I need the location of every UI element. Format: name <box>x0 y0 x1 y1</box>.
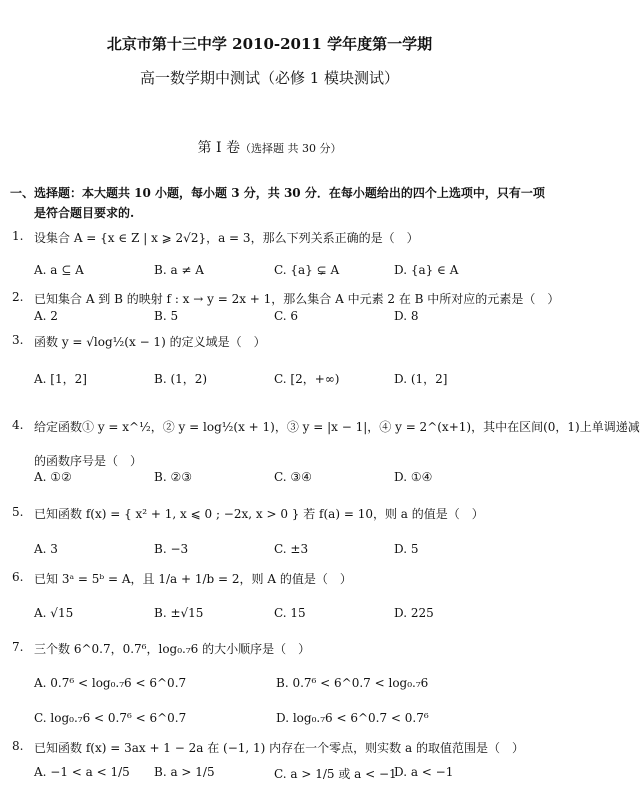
page-title: 北京市第十三中学 2010-2011 学年度第一学期 <box>106 35 433 53</box>
question-text-continued: 的函数序号是（ ） <box>34 454 143 468</box>
volume-heading <box>0 137 539 157</box>
option-b: B. 0.7⁶ < 6^0.7 < log₀.₇6 <box>276 676 429 690</box>
option-c: C. ±3 <box>274 542 309 556</box>
question-text: 设集合 A = {x ∈ Z | x ⩾ 2√2}，a = 3，那么下列关系正确的是（ ） <box>34 231 419 245</box>
option-a: A. ①② <box>34 470 72 484</box>
option-a: A. a ⊆ A <box>34 263 84 277</box>
option-a: A. [1，2] <box>34 372 87 386</box>
question-text: 给定函数① y = x^½，② y = log½(x + 1)，③ y = |x − 1|，④ y = 2^(x+1)，其中在区间(0，1)上单调递减 <box>34 420 640 434</box>
option-b: B. −3 <box>154 542 189 556</box>
question-number: 1. <box>12 229 24 243</box>
option-d: D. 8 <box>394 309 419 323</box>
option-c: C. 15 <box>274 606 306 620</box>
option-a: A. −1 < a < 1/5 <box>34 765 130 779</box>
volume-label: 第 I 卷 <box>197 140 240 156</box>
option-b: B. (1，2) <box>154 372 208 386</box>
option-d: D. 5 <box>394 542 419 556</box>
question-number: 7. <box>12 640 24 654</box>
option-d: D. a < −1 <box>394 765 454 779</box>
question-text: 已知 3ᵃ = 5ᵇ = A，且 1/a + 1/b = 2，则 A 的值是（ ） <box>34 572 352 586</box>
volume-note: （选择题 共 30 分） <box>239 142 342 155</box>
option-a: A. 2 <box>34 309 58 323</box>
question-text: 已知集合 A 到 B 的映射 f : x → y = 2x + 1，那么集合 A 中元素 2 在 B 中所对应的元素是（ ） <box>34 292 560 306</box>
option-b: B. ②③ <box>154 470 192 484</box>
question-number: 4. <box>12 418 24 432</box>
option-a: A. 3 <box>34 542 58 556</box>
option-c: C. ③④ <box>274 470 312 484</box>
option-d: D. {a} ∈ A <box>394 263 459 277</box>
question-number: 5. <box>12 505 24 519</box>
option-b: B. a ≠ A <box>154 263 204 277</box>
question-text: 三个数 6^0.7，0.7⁶，log₀.₇6 的大小顺序是（ ） <box>34 642 311 656</box>
option-d: D. 225 <box>394 606 434 620</box>
section-instructions-line1: 一、选择题：本大题共 10 小题，每小题 3 分，共 30 分．在每小题给出的四个上选项中，只有一项 <box>10 186 545 200</box>
option-c: C. {a} ⊊ A <box>274 263 340 277</box>
option-a: A. 0.7⁶ < log₀.₇6 < 6^0.7 <box>34 676 187 690</box>
question-number: 3. <box>12 333 24 347</box>
option-c: C. a > 1/5 或 a < −1 <box>274 767 397 781</box>
question-text: 已知函数 f(x) = 3ax + 1 − 2a 在 (−1, 1) 内存在一个零点，则实数 a 的取值范围是（ ） <box>34 741 524 755</box>
question-number: 2. <box>12 290 24 304</box>
option-b: B. 5 <box>154 309 179 323</box>
option-c: C. [2，+∞) <box>274 372 340 386</box>
question-number: 8. <box>12 739 24 753</box>
option-b: B. a > 1/5 <box>154 765 215 779</box>
option-c: C. 6 <box>274 309 299 323</box>
option-d: D. log₀.₇6 < 6^0.7 < 0.7⁶ <box>276 711 429 725</box>
option-d: D. (1，2] <box>394 372 448 386</box>
section-instructions-line2: 是符合题目要求的. <box>34 206 135 220</box>
option-a: A. √15 <box>34 606 74 620</box>
question-text: 已知函数 f(x) = { x² + 1, x ⩽ 0 ; −2x, x > 0 } 若 f(a) = 10，则 a 的值是（ ） <box>34 507 484 521</box>
question-text: 函数 y = √log½(x − 1) 的定义域是（ ） <box>34 335 266 349</box>
question-number: 6. <box>12 570 24 584</box>
option-d: D. ①④ <box>394 470 433 484</box>
option-c: C. log₀.₇6 < 0.7⁶ < 6^0.7 <box>34 711 187 725</box>
exam-subtitle: 高一数学期中测试（必修 1 模块测试） <box>139 69 400 87</box>
option-b: B. ±√15 <box>154 606 204 620</box>
